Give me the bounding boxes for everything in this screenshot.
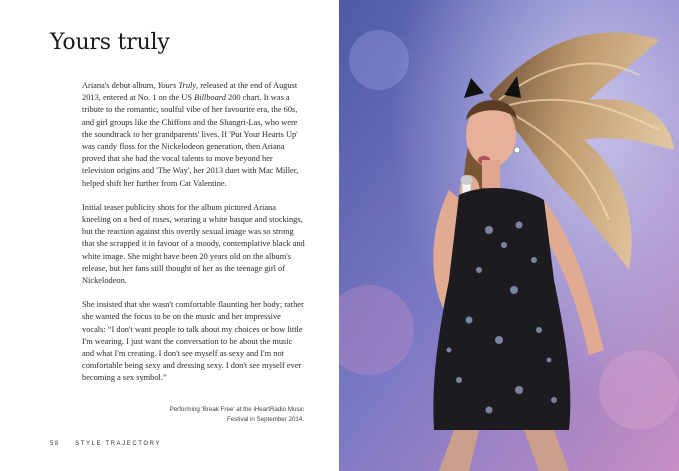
in-ear-monitor	[514, 147, 520, 153]
concert-photo	[339, 0, 679, 471]
text-run: Ariana's debut album,	[82, 81, 158, 90]
folio	[50, 441, 161, 447]
stage-light	[349, 30, 409, 90]
text-run: Initial teaser publicity shots for the album pictured Ariana kneeling on a bed of roses, wearing a white basque and stockings, but the reaction against this overtly sexual image was so strong that she scrapped it in favour of a moody, contemplative black and white image. She might have been 20 years old on the album's release, but her fans still thought of her as the teenage girl of Nickelodeon.	[82, 202, 305, 286]
paragraph-3	[82, 299, 306, 384]
stage-light	[599, 350, 679, 430]
left-page	[0, 0, 339, 471]
paragraph-1	[82, 80, 306, 190]
text-run: She insisted that she wasn't comfortable flaunting her body; rather she wanted the focus to be on the music and her impressive vocals: “I don't want people to talk about my choices or how little I'm wearing. I just want the conversation to be about the music and what I'm creating. I don't see myself as sexy and I'm not comfortable being sexy and dressing sexy. I don't see myself ever becoming a sex symbol.”	[82, 300, 304, 383]
page-number: 58	[50, 441, 60, 447]
neck	[482, 160, 500, 188]
italic-title: Billboard	[194, 93, 226, 103]
text-run: , released at the end of August 2013, entered at No. 1 on the US	[82, 81, 298, 103]
photo-caption: Performing 'Break Free' at the iHeartRadio Music Festival in September 2014.	[169, 406, 304, 423]
section-title: STYLE TRAJECTORY	[75, 441, 162, 447]
body-text	[82, 80, 306, 385]
italic-title: Yours Truly	[157, 81, 197, 90]
text-run: 200 chart. It was a tribute to the romantic, soulful vibe of her favourite era, the 60s, and girl groups like the Chiffons and the Shangri-Las, who were the soundtrack to her grandparents' lives. If 'Put Your Hearts Up' was candy floss for the Nickelodeon generation, then Ariana proved that she had the vocal talents to move beyond her television origins and 'The Way', her 2013 duet with Mac Miller, helped shift her further from Cat Valentine.	[82, 93, 299, 188]
paragraph-2	[82, 202, 306, 287]
page-title: Yours truly	[50, 30, 170, 55]
microphone-head	[461, 175, 473, 185]
performer-illustration	[339, 0, 679, 471]
